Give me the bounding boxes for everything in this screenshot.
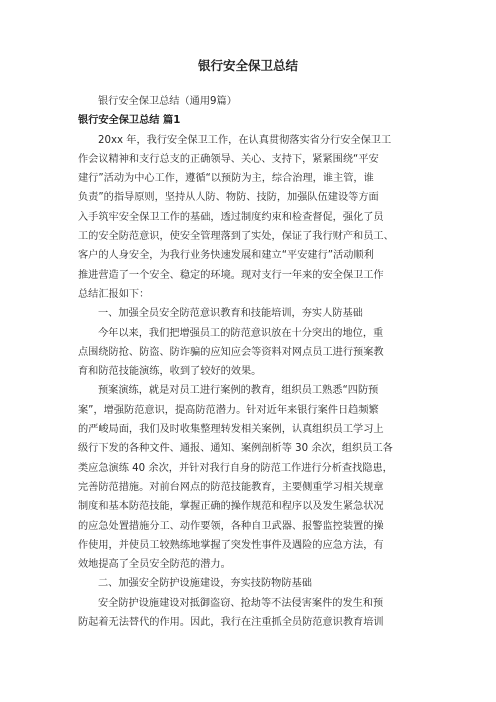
text-line: 负责”的指导原则，坚持从人防、物防、技防，加强队伍建设等方面 bbox=[78, 192, 379, 204]
section-heading bbox=[78, 574, 418, 593]
text-line: 制度和基本防范技能，掌握正确的操作规范和程序以及发生紧急状况 bbox=[78, 501, 384, 513]
text-line: 客户的人身安全，为我行业务快速发展和建立“平安建行”活动顺利 bbox=[78, 250, 374, 262]
text-line: 工的安全防范意识，使安全管理落到了实处，保证了我行财产和员工、 bbox=[78, 231, 394, 243]
text-line: 案”，增强防范意识，提高防范潜力。针对近年来银行案件日趋频繁 bbox=[78, 404, 379, 416]
text-line: 今年以来，我们把增强员工的防范意识放在十分突出的地位，重 bbox=[98, 327, 384, 339]
text-line: 作会议精神和支行总支的正确领导、关心、支持下，紧紧围绕“平安 bbox=[78, 153, 379, 165]
text-line: 点围绕防抢、防盗、防诈骗的应知应会等资料对网点员工进行预案教 bbox=[78, 346, 384, 358]
text-line: 推进营造了一个安全、稳定的环境。现对支行一年来的安全保卫工作 bbox=[78, 269, 384, 281]
text-line: 二、加强安全防护设施建设，夯实技防物防基础 bbox=[98, 578, 312, 590]
document-title: 银行安全保卫总结 bbox=[197, 58, 298, 73]
text-line: 级行下发的各种文件、通报、通知、案例剖析等 30 余次，组织员工各 bbox=[78, 443, 393, 455]
body-paragraph bbox=[78, 131, 418, 305]
text-line: 一、加强全员安全防范意识教育和技能培训，夯实人防基础 bbox=[98, 308, 363, 320]
text-line: 的应急处置措施分工、动作要领，各种自卫武器、报警监控装置的操 bbox=[78, 520, 384, 532]
text-line: 作使用，并使员工较熟练地掌握了突发性事件及遇险的应急方法，有 bbox=[78, 539, 384, 551]
document-subtitle: 银行安全保卫总结（通用9篇） bbox=[98, 96, 237, 107]
text-line: 预案演练，就是对员工进行案例的教育，组织员工熟悉“四防预 bbox=[98, 385, 379, 397]
text-line: 20xx 年，我行安全保卫工作，在认真贯彻落实省分行安全保卫工 bbox=[98, 134, 392, 146]
text-line: 总结汇报如下： bbox=[78, 288, 150, 300]
section-heading bbox=[78, 304, 418, 323]
text-line: 的严峻局面，我们及时收集整理转发相关案例，认真组织员工学习上 bbox=[78, 424, 384, 436]
body-paragraph bbox=[78, 594, 418, 633]
document-body bbox=[78, 131, 418, 633]
body-paragraph bbox=[78, 381, 418, 574]
section-title: 银行安全保卫总结 篇1 bbox=[78, 115, 181, 127]
text-line: 类应急演练 40 余次，并针对我行自身的防范工作进行分析查找隐患， bbox=[78, 462, 393, 474]
text-line: 完善防范措施。对前台网点的防范技能教育，主要侧重学习相关规章 bbox=[78, 481, 384, 493]
text-line: 入手筑牢安全保卫工作的基础，透过制度约束和检查督促，强化了员 bbox=[78, 211, 384, 223]
body-paragraph bbox=[78, 324, 418, 382]
text-line: 效地提高了全员安全防范的潜力。 bbox=[78, 559, 231, 571]
text-line: 育和防范技能演练，收到了较好的效果。 bbox=[78, 366, 262, 378]
text-line: 安全防护设施建设对抵御盗窃、抢劫等不法侵害案件的发生和预 bbox=[98, 597, 384, 609]
text-line: 防起着无法替代的作用。因此，我行在注重抓全员防范意识教育培训 bbox=[78, 617, 384, 629]
text-line: 建行”活动为中心工作，遵循“以预防为主，综合治理，谁主管，谁 bbox=[78, 173, 374, 185]
